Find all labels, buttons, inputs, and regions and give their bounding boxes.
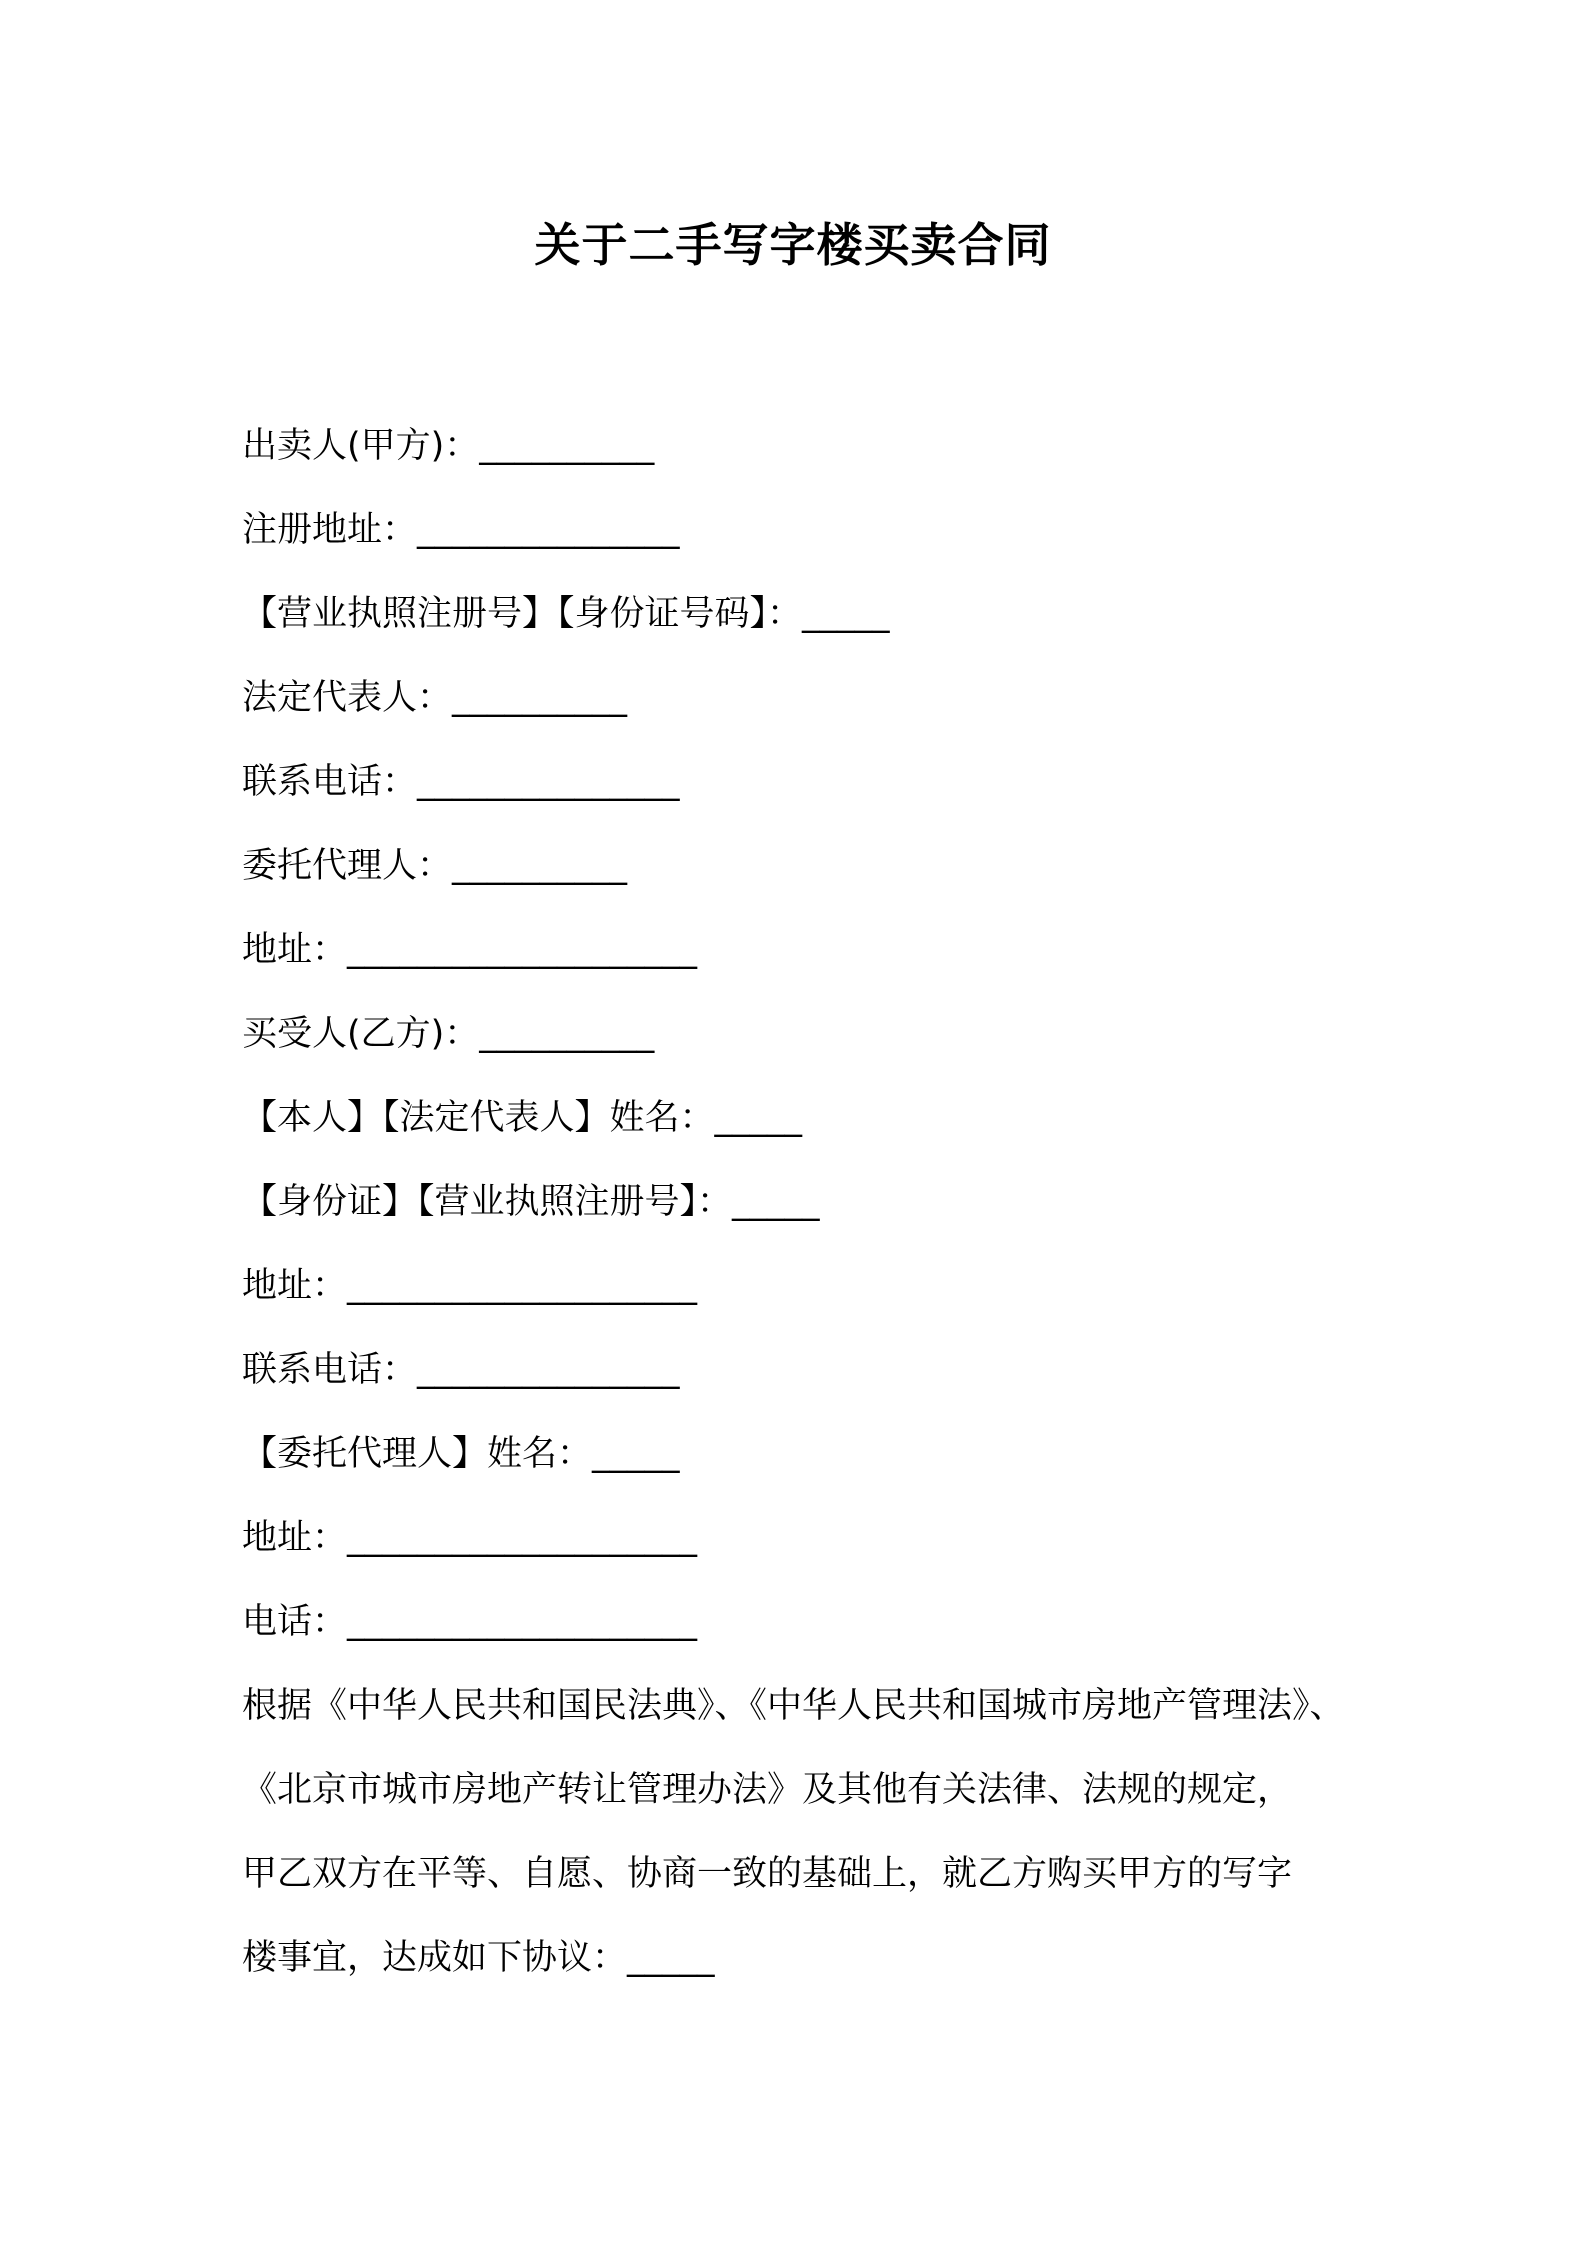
seller-license-id-line: 【营业执照注册号】【身份证号码】：_____: [242, 594, 890, 634]
seller-name-line: 出卖人(甲方)：__________: [242, 426, 655, 466]
seller-phone-line: 联系电话：_______________: [242, 762, 680, 802]
buyer-name-line: 买受人(乙方)：__________: [242, 1014, 655, 1054]
seller-registered-address-line: 注册地址：_______________: [242, 510, 680, 550]
seller-legal-representative-line: 法定代表人：__________: [242, 678, 628, 718]
seller-agent-line: 委托代理人：__________: [242, 846, 628, 886]
buyer-id-license-line: 【身份证】【营业执照注册号】：_____: [242, 1182, 820, 1222]
buyer-address-line: 地址：____________________: [242, 1266, 698, 1306]
buyer-agent-name-line: 【委托代理人】姓名：_____: [242, 1434, 680, 1474]
buyer-representative-name-line: 【本人】【法定代表人】姓名：_____: [242, 1098, 803, 1138]
document-body: [242, 404, 1392, 2000]
seller-agent-address-line: 地址：____________________: [242, 930, 698, 970]
buyer-agent-address-line: 地址：____________________: [242, 1518, 698, 1558]
document-title: 关于二手写字楼买卖合同: [534, 218, 1052, 272]
buyer-phone-line: 联系电话：_______________: [242, 1350, 680, 1390]
buyer-agent-phone-line: 电话：____________________: [242, 1602, 698, 1642]
preamble-line-3: 甲乙双方在平等、自愿、协商一致的基础上，就乙方购买甲方的写字: [242, 1854, 1293, 1894]
preamble-line-1: 根据《中华人民共和国民法典》、《中华人民共和国城市房地产管理法》、: [242, 1686, 1345, 1726]
preamble-line-4: 楼事宜，达成如下协议：_____: [242, 1938, 715, 1978]
preamble-line-2: 《北京市城市房地产转让管理办法》及其他有关法律、法规的规定，: [242, 1770, 1293, 1810]
